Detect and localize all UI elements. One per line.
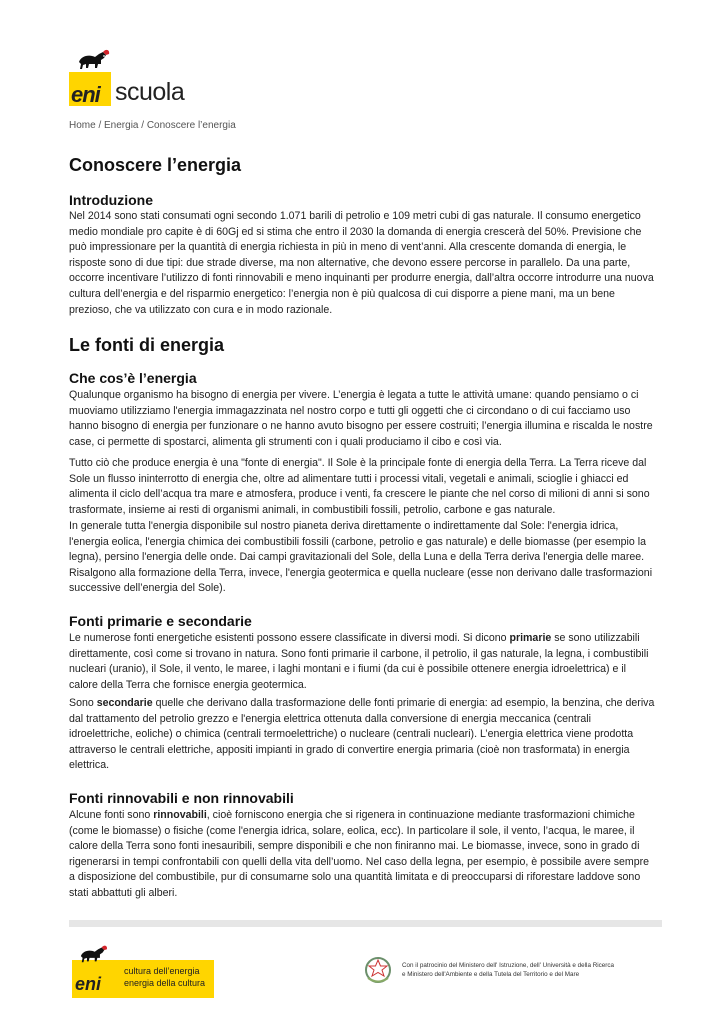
footer-eni-text: eni bbox=[75, 974, 102, 994]
six-legged-dog-icon bbox=[73, 48, 113, 78]
what-paragraph-3: In generale tutta l'energia disponibile sul nostro pianeta deriva direttamente o indirettamente dal Sole: l'energia idrica, l'energia eolica, l'energia chimica dei combustibili fossili (carbone, petrolio e gas naturale) e delle biomasse (per esempio la legna), persino l'energia delle onde. Dai campi gravitazionali del Sole, della Luna e della Terra deriva l'energia delle maree. Risalgono alla formazione della Terra, invece, l'energia geotermica e quella nucleare (esse non derivano dalle trasformazioni successive dell’energia del Sole). bbox=[69, 520, 653, 595]
renew-text-a: Alcune fonti sono bbox=[69, 809, 154, 821]
primary-paragraph-1 bbox=[69, 631, 655, 693]
footer-eni-logo[interactable] bbox=[72, 944, 214, 998]
logo-eni-text: eni bbox=[71, 82, 100, 107]
intro-heading: Introduzione bbox=[69, 192, 153, 208]
section-title-fonti: Le fonti di energia bbox=[69, 335, 225, 355]
italian-republic-emblem-icon bbox=[362, 954, 394, 986]
renewable-heading: Fonti rinnovabili e non rinnovabili bbox=[69, 790, 294, 806]
intro-paragraph: Nel 2014 sono stati consumati ogni secondo 1.071 barili di petrolio e 109 metri cubi di gas naturale. Il consumo energetico medio mondiale pro capite è di 60Gj ed si stima che entro il 2030 la domanda di energia crescerà del 50%. Previsione che può impressionare per la quantità di energia richiesta in più in meno di vent’anni. Alla crescente domanda di energia, le risposte sono di due tipi: due strade diverse, ma non alternative, che devono essere percorse in parallelo. Da una parte, occorre incentivare l’utilizzo di fonti rinnovabili e meno inquinanti per produrre energia, dall’altra occorre introdurre una nuova cultura dell’energia e del risparmio energetico: l’energia non è più qualcosa di cui disporre a piene mani, ma un bene prezioso, che va utilizzato con cura e in modo razionale. bbox=[69, 210, 654, 316]
breadcrumb[interactable]: Home / Energia / Conoscere l’energia bbox=[69, 120, 236, 131]
logo-scuola-text: scuola bbox=[115, 78, 185, 106]
patronage-line-1: Con il patrocinio del Ministero dell' Istruzione, dell' Università e della Ricerca bbox=[402, 962, 615, 969]
secondary-term: secondarie bbox=[96, 697, 153, 709]
primary-heading: Fonti primarie e secondarie bbox=[69, 613, 252, 629]
renewable-term: rinnovabili bbox=[153, 809, 207, 821]
patronage-text bbox=[402, 962, 682, 979]
patronage-line-2: e Ministero dell'Ambiente e della Tutela del Territorio e del Mare bbox=[402, 970, 580, 978]
page-title: Conoscere l’energia bbox=[69, 155, 242, 175]
primary-p1-text-c: se sono utilizzabili direttamente, così come si trovano in natura. Sono fonti primarie il carbone, il petrolio, il gas naturale, la legna, i combustibili nucleari (uranio), il Sole, il vento, le maree, i laghi montani e i fiumi (da cui è possibile ottenere energia idroelettrica) e il calore della Terra che fornisce energia geotermica. bbox=[69, 632, 649, 691]
footer-tagline-1: cultura dell’energia bbox=[124, 966, 200, 976]
renewable-paragraph bbox=[69, 808, 655, 902]
what-heading: Che cos’è l’energia bbox=[69, 370, 197, 386]
primary-p2-text-c: quelle che derivano dalla trasformazione delle fonti primarie di energia: ad esempio, la benzina, che deriva dal trattamento del petrolio grezzo e l'energia elettrica ottenuta dalla conversione di energia meccanica (centrali idroelettriche, eoliche) o chimica (centrali termoelettriche) o nucleare (centrali nucleari). L’energia elettrica viene prodotta attraverso le centrali elettriche, appositi impianti in grado di convertire energia primaria (cioè non trasformata) in energia elettrica. bbox=[69, 697, 655, 772]
footer-divider bbox=[69, 920, 662, 927]
footer-tagline-2: energia della cultura bbox=[124, 978, 206, 988]
eniscuola-logo[interactable] bbox=[69, 46, 199, 108]
primary-paragraph-2 bbox=[69, 696, 655, 774]
what-paragraph-2: Tutto ciò che produce energia è una "fonte di energia". Il Sole è la principale fonte di energia della Terra. La Terra riceve dal Sole un flusso ininterrotto di energia che, oltre ad alimentare tutti i processi vitali, vegetali e animali, scioglie i ghiacci ed alimenta il ciclo dell’acqua tra mare e atmosfera, produce i venti, fa crescere le piante che nel corso di milioni di anni si sono trasformate, insieme ai resti di organismi animali, in combustibili fossili, petrolio, carbone e gas naturale. bbox=[69, 457, 650, 516]
renew-text-c: , cioè forniscono energia che si rigenera in continuazione mediante trasformazioni chimiche (come le biomasse) o fisiche (come l'energia idrica, solare, eolica, ecc). In particolare il sole, il vento, l’acqua, le maree, il calore della Terra sono fonti inesauribili, sempre disponibili e che non finiranno mai. Le biomasse, invece, sono in grado di rigenerarsi in tempi confrontabili con quelli della vita dell’uomo. Nel caso della legna, per esempio, è possibile avere sempre a disposizione del combustibile, pur di consumarne solo una quantità limitata e di preoccuparsi di riforestare laddove sono stati abbattuti gli alberi. bbox=[69, 809, 650, 899]
what-paragraph-1: Qualunque organismo ha bisogno di energia per vivere. L’energia è legata a tutte le attività umane: quando pensiamo o ci muoviamo utilizziamo l'energia immagazzinata nel nostro corpo e tutti gli oggetti che ci circondano o di cui facciamo uso hanno bisogno di energia per funzionare o ne hanno avuto bisogno per essere costruiti; l’energia illumina e riscalda le nostre case, ci permette di spostarci, alimenta gli strumenti con i quali produciamo il cibo e così via. bbox=[69, 389, 653, 448]
footer-six-legged-dog-icon bbox=[74, 944, 112, 970]
primary-term: primarie bbox=[509, 632, 552, 644]
primary-p1-text-a: Le numerose fonti energetiche esistenti possono essere classificate in diversi modi. Si dicono bbox=[69, 632, 510, 644]
primary-p2-text-a: Sono bbox=[69, 697, 97, 709]
